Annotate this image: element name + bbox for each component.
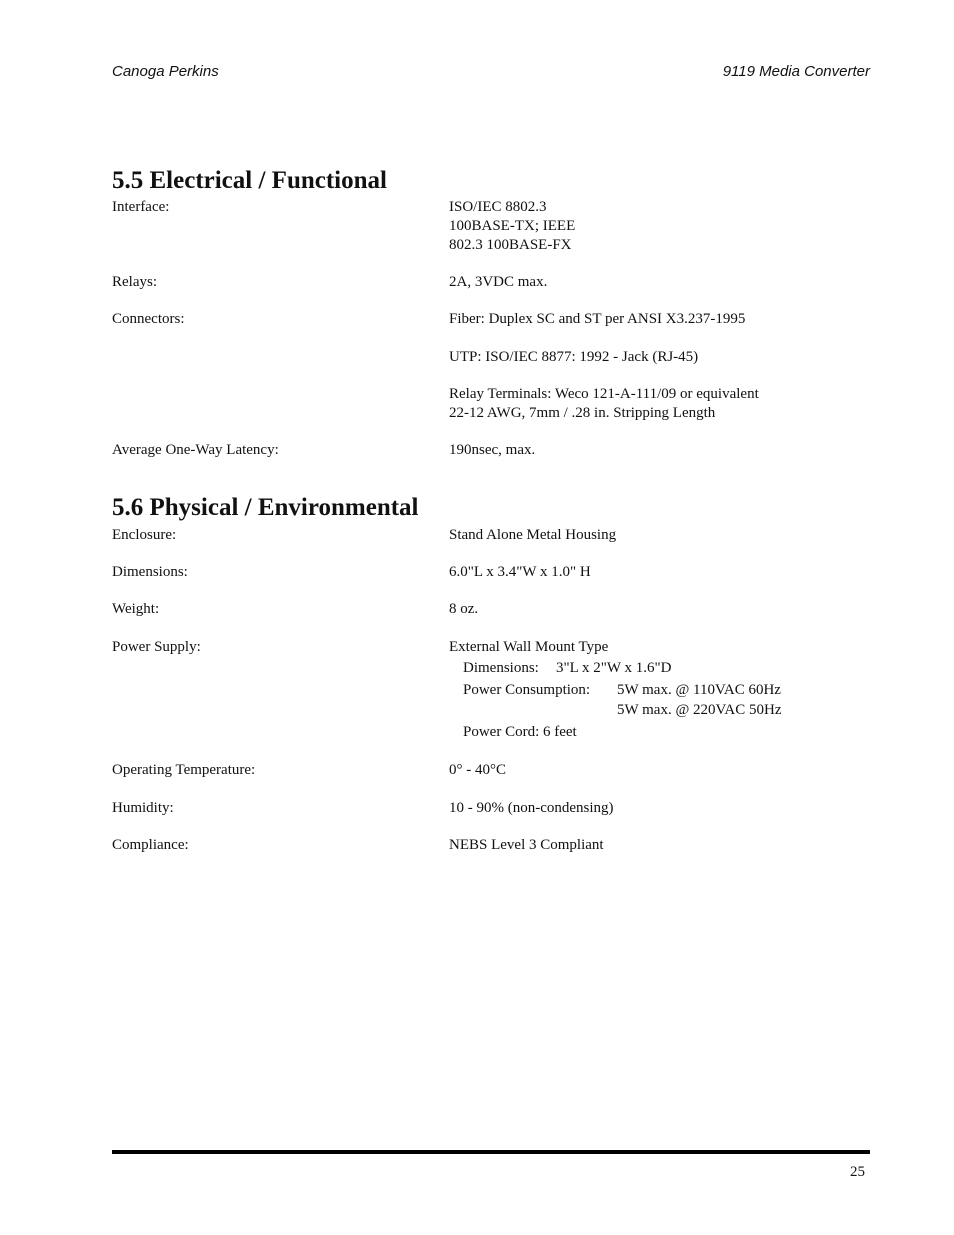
compliance-value: NEBS Level 3 Compliant [449,837,604,853]
relays-label: Relays: [112,274,157,290]
interface-value-line-2: 100BASE-TX; IEEE [449,218,576,234]
interface-label: Interface: [112,199,170,215]
power-cord: Power Cord: 6 feet [463,724,577,740]
weight-label: Weight: [112,601,160,617]
relays-value: 2A, 3VDC max. [449,274,548,290]
power-consumption-110vac: 5W max. @ 110VAC 60Hz [617,682,781,698]
connectors-utp: UTP: ISO/IEC 8877: 1992 - Jack (RJ-45) [449,349,699,365]
section-5-6-heading: 5.6 Physical / Environmental [112,494,419,521]
section-5-5-heading: 5.5 Electrical / Functional [112,167,387,194]
running-header-company: Canoga Perkins [112,63,219,80]
enclosure-label: Enclosure: [112,527,177,543]
humidity-label: Humidity: [112,800,174,816]
connectors-label: Connectors: [112,311,185,327]
power-supply-dimensions-label: Dimensions: [463,660,539,676]
power-consumption-label: Power Consumption: [463,682,591,698]
operating-temperature-value: 0° - 40°C [449,762,506,778]
latency-value: 190nsec, max. [449,442,536,458]
humidity-value: 10 - 90% (non-condensing) [449,800,614,816]
power-supply-type: External Wall Mount Type [449,639,609,655]
interface-value-line-3: 802.3 100BASE-FX [449,237,572,253]
footer-rule [112,1150,870,1154]
connectors-fiber: Fiber: Duplex SC and ST per ANSI X3.237-1995 [449,311,746,327]
dimensions-label: Dimensions: [112,564,188,580]
power-supply-dimensions-value: 3"L x 2"W x 1.6"D [556,660,672,676]
connectors-relay-wire: 22-12 AWG, 7mm / .28 in. Stripping Length [449,405,716,421]
connectors-relay-terminals: Relay Terminals: Weco 121-A-111/09 or equivalent [449,386,759,402]
operating-temperature-label: Operating Temperature: [112,762,256,778]
enclosure-value: Stand Alone Metal Housing [449,527,617,543]
interface-value-line-1: ISO/IEC 8802.3 [449,199,547,215]
power-supply-label: Power Supply: [112,639,201,655]
page-number: 25 [850,1164,865,1180]
power-consumption-220vac: 5W max. @ 220VAC 50Hz [617,702,782,718]
weight-value: 8 oz. [449,601,479,617]
running-header-product: 9119 Media Converter [722,63,870,80]
compliance-label: Compliance: [112,837,189,853]
latency-label: Average One-Way Latency: [112,442,279,458]
dimensions-value: 6.0"L x 3.4"W x 1.0" H [449,564,591,580]
